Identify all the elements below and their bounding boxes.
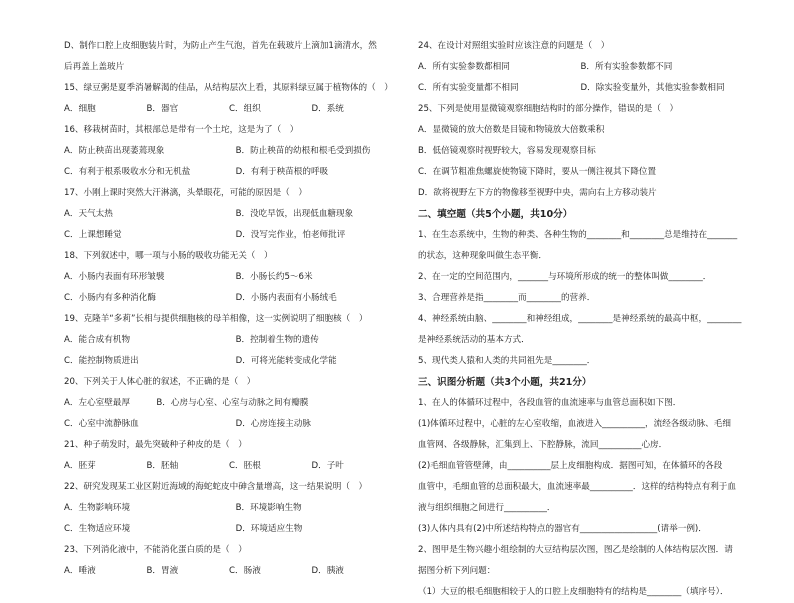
question-22: 22、研究发现某工业区附近海域的海蛇蛇皮中砷含量增高，这一结果说明（ ） bbox=[64, 482, 368, 492]
q16-options bbox=[64, 141, 394, 162]
q14-option-d-cont: 后再盖上盖玻片 bbox=[64, 62, 125, 72]
option: D．可将光能转变成化学能 bbox=[235, 356, 337, 366]
q18-options bbox=[64, 267, 394, 288]
option: A．细胞 bbox=[64, 104, 96, 114]
option: C．心室中流静脉血 bbox=[64, 419, 139, 429]
option: C．肠液 bbox=[229, 566, 261, 576]
q22-options bbox=[64, 498, 394, 519]
option: A．唾液 bbox=[64, 566, 96, 576]
question-18: 18、下列叙述中，哪一项与小肠的吸收功能无关（ ） bbox=[64, 251, 273, 261]
fill-1: 1、在生态系统中，生物的种类、各种生物的________和________总是维持在_______ bbox=[418, 230, 738, 240]
section-heading-diagram-analysis: 三、识图分析题（共3个小题，共21分） bbox=[418, 377, 592, 388]
option: D．除实验变量外，其他实验参数相同 bbox=[580, 83, 725, 93]
fill-3: 3、合理营养是指________而________的营养． bbox=[418, 293, 596, 303]
question-20: 20、下列关于人体心脏的叙述，不正确的是（ ） bbox=[64, 377, 256, 387]
option: A．生物影响环境 bbox=[64, 503, 131, 513]
q18-options-2 bbox=[64, 288, 394, 309]
option: C．组织 bbox=[229, 104, 261, 114]
option: B．防止秧苗的幼根和根毛受到损伤 bbox=[235, 146, 371, 156]
question-19: 19、克隆羊“多莉”长相与提供细胞核的母羊相像，这一实例说明了细胞核（ ） bbox=[64, 314, 368, 324]
analysis-2: 2、图甲是生物兴趣小组绘制的大豆结构层次图，图乙是绘制的人体结构层次图．请 bbox=[418, 545, 733, 555]
question-21: 21、种子萌发时，最先突破种子种皮的是（ ） bbox=[64, 440, 247, 450]
option: B．心房与心室、心室与动脉之间有瓣膜 bbox=[156, 398, 309, 408]
option: A．左心室壁最厚 bbox=[64, 398, 131, 408]
option: C．小肠内有多种消化酶 bbox=[64, 293, 156, 303]
analysis-2-cont: 据图分析下列问题： bbox=[418, 566, 496, 576]
question-16: 16、移栽树苗时，其根部总是带有一个土坨，这是为了（ ） bbox=[64, 125, 299, 135]
fill-2: 2、在一定的空间范围内，_______与环境所形成的统一的整体叫做________． bbox=[418, 272, 712, 282]
q25-option-b: B．低倍镜观察时视野较大，容易发现观察目标 bbox=[418, 146, 596, 156]
analysis-1-b: 血管网、各级静脉，汇集到上、下腔静脉，流回__________心房． bbox=[418, 440, 668, 450]
question-15: 15、绿豆粥是夏季消暑解渴的佳品，从结构层次上看，其原料绿豆属于植物体的（ ） bbox=[64, 83, 393, 93]
option: D．没写完作业，怕老师批评 bbox=[235, 230, 346, 240]
fill-5: 5、现代类人猿和人类的共同祖先是________． bbox=[418, 356, 596, 366]
option: D．系统 bbox=[311, 104, 344, 114]
q21-options bbox=[64, 456, 394, 477]
question-24: 24、在设计对照组实验时应该注意的问题是（ ） bbox=[418, 41, 610, 51]
fill-4-cont: 是神经系统活动的基本方式． bbox=[418, 335, 530, 345]
option: B．器官 bbox=[146, 104, 179, 114]
analysis-1-a: (1)体循环过程中，心脏的左心室收缩，血液进入__________，流经各级动脉、毛细 bbox=[418, 419, 731, 429]
question-23: 23、下列消化液中，不能消化蛋白质的是（ ） bbox=[64, 545, 247, 555]
option: B．没吃早饭，出现低血糖现象 bbox=[235, 209, 354, 219]
q23-options bbox=[64, 561, 394, 582]
q25-option-d: D．欲将视野左下方的物像移至视野中央，需向右上方移动装片 bbox=[418, 188, 657, 198]
option: D．环境适应生物 bbox=[235, 524, 303, 534]
q19-options bbox=[64, 330, 394, 351]
option: A．所有实验参数都相同 bbox=[418, 62, 510, 72]
q22-options-2 bbox=[64, 519, 394, 540]
section-heading-fill-blank: 二、填空题（共5个小题，共10分） bbox=[418, 209, 573, 220]
question-17: 17、小刚上课时突然大汗淋漓，头晕眼花，可能的原因是（ ） bbox=[64, 188, 307, 198]
option: A．能合成有机物 bbox=[64, 335, 131, 345]
option: C．上课想睡觉 bbox=[64, 230, 122, 240]
q14-option-d: D、制作口腔上皮细胞装片时，为防止产生气泡，首先在载玻片上滴加1滴清水，然 bbox=[64, 41, 377, 51]
analysis-1: 1、在人的体循环过程中，各段血管的血流速率与血管总面积如下图． bbox=[418, 398, 682, 408]
option: B．控制着生物的遗传 bbox=[235, 335, 319, 345]
option: A．胚芽 bbox=[64, 461, 96, 471]
option: C．能控制物质进出 bbox=[64, 356, 139, 366]
option: C．胚根 bbox=[229, 461, 261, 471]
analysis-2-q1: （1）大豆的根毛细胞相较于人的口腔上皮细胞特有的结构是________（填序号）． bbox=[418, 587, 729, 597]
option: D．有利于秧苗根的呼吸 bbox=[235, 167, 329, 177]
fill-1-cont: 的状态，这种现象叫做生态平衡． bbox=[418, 251, 547, 261]
option: C．生物适应环境 bbox=[64, 524, 131, 534]
fill-4: 4、神经系统由脑、________和神经组成，________是神经系统的最高中枢，________ bbox=[418, 314, 742, 324]
right-column bbox=[418, 36, 743, 603]
question-25: 25、下列是使用显微镜观察细胞结构时的部分操作，错误的是（ ） bbox=[418, 104, 679, 114]
option: B．胃液 bbox=[146, 566, 179, 576]
q15-options bbox=[64, 99, 394, 120]
q24-options bbox=[418, 57, 743, 78]
analysis-1-e: 液与组织细胞之间进行__________． bbox=[418, 503, 556, 513]
option: A．小肠内表面有环形皱襞 bbox=[64, 272, 165, 282]
option: D．小肠内表面有小肠绒毛 bbox=[235, 293, 337, 303]
q16-options-2 bbox=[64, 162, 394, 183]
option: A．天气太热 bbox=[64, 209, 113, 219]
option: A．防止秧苗出现萎蔫现象 bbox=[64, 146, 165, 156]
q17-options bbox=[64, 204, 394, 225]
left-column bbox=[64, 36, 394, 582]
option: D．子叶 bbox=[311, 461, 344, 471]
q24-options-2 bbox=[418, 78, 743, 99]
q20-options bbox=[64, 393, 394, 414]
q25-option-c: C．在调节粗准焦螺旋使物镜下降时，要从一侧注视其下降位置 bbox=[418, 167, 657, 177]
option: B．所有实验参数都不同 bbox=[580, 62, 673, 72]
analysis-1-c: (2)毛细血管管壁薄，由__________层上皮细胞构成．据图可知，在体循环的各段 bbox=[418, 461, 723, 471]
q17-options-2 bbox=[64, 225, 394, 246]
option: C．所有实验变量都不相同 bbox=[418, 83, 519, 93]
q20-options-2 bbox=[64, 414, 394, 435]
option: C．有利于根系吸收水分和无机盐 bbox=[64, 167, 191, 177]
q25-option-a: A．显微镜的放大倍数是目镜和物镜放大倍数乘积 bbox=[418, 125, 605, 135]
option: B．胚轴 bbox=[146, 461, 179, 471]
option: B．环境影响生物 bbox=[235, 503, 302, 513]
option: D．胰液 bbox=[311, 566, 344, 576]
option: D．心房连接主动脉 bbox=[235, 419, 311, 429]
option: B．小肠长约5～6米 bbox=[235, 272, 313, 282]
analysis-1-d: 血管中，毛细血管的总面积最大，血流速率最__________．这样的结构特点有利于血 bbox=[418, 482, 736, 492]
analysis-1-f: (3)人体内具有(2)中所述结构特点的器官有__________________(请举一例)． bbox=[418, 524, 707, 534]
q19-options-2 bbox=[64, 351, 394, 372]
